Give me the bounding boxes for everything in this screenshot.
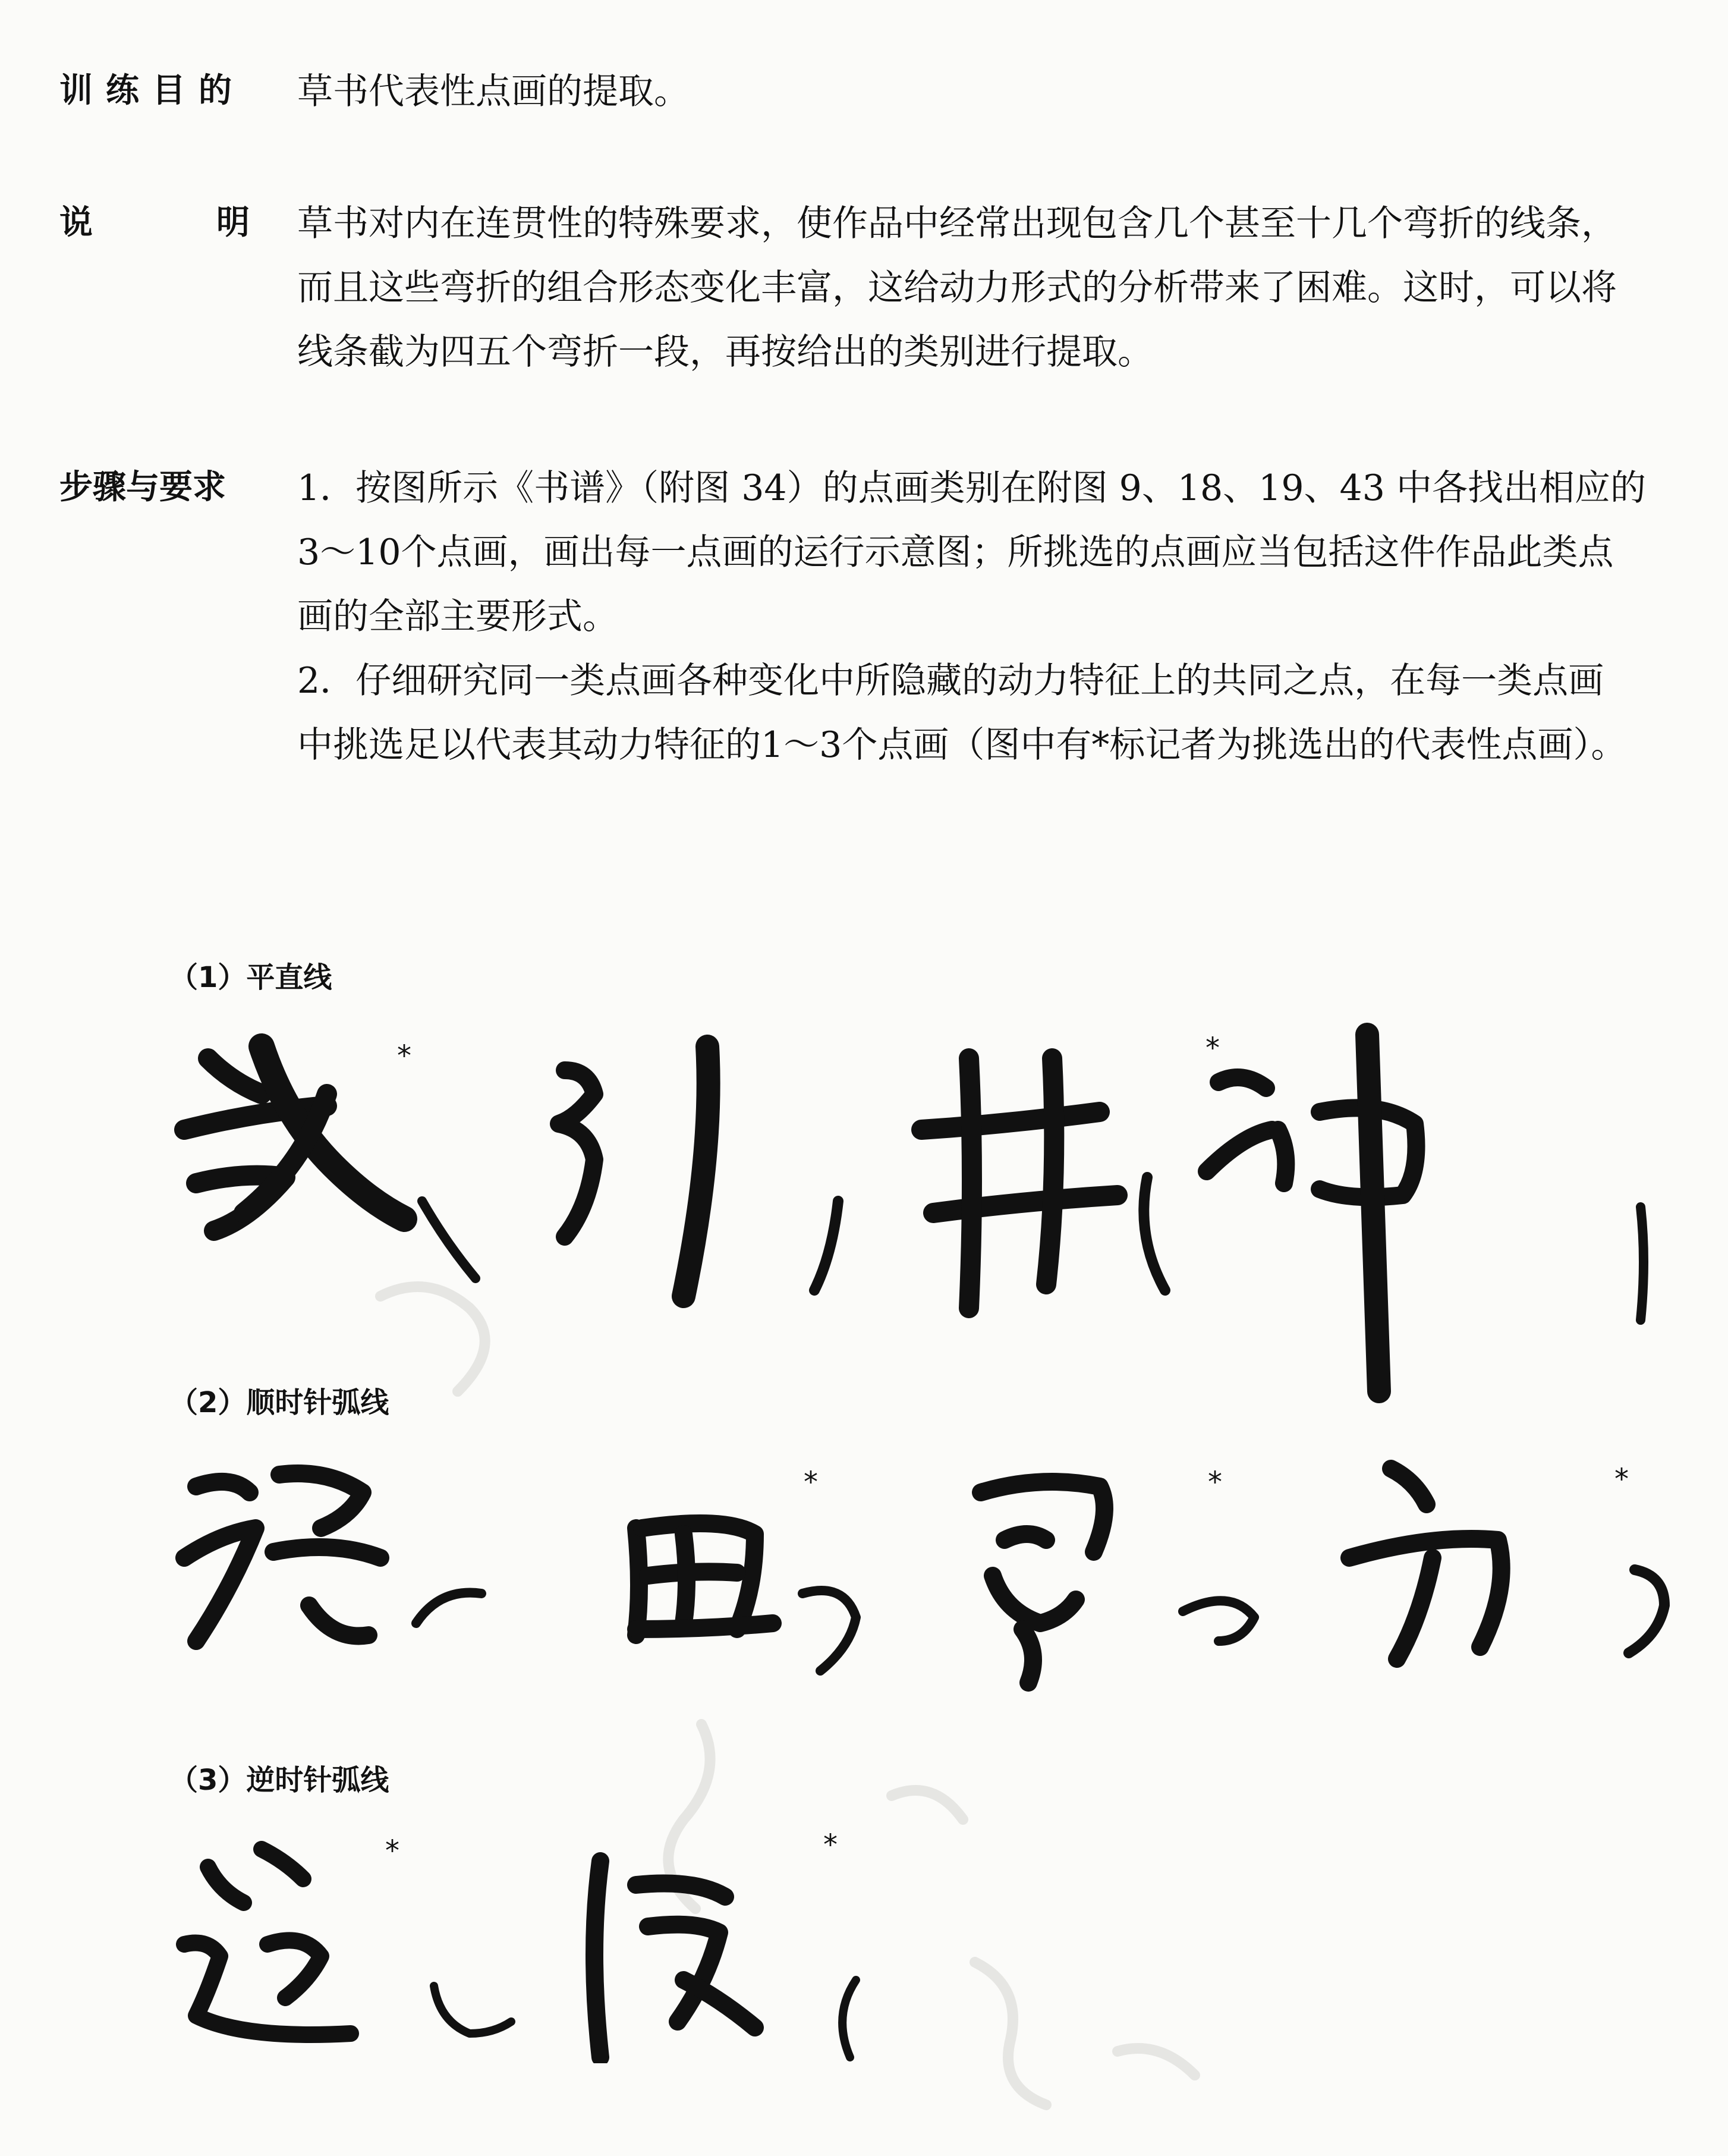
explanation-label-right: 明 <box>216 203 250 242</box>
group2-caption: （2）顺时针弧线 <box>169 1386 389 1419</box>
explanation-label <box>59 202 250 244</box>
purpose-text <box>297 59 1728 124</box>
explanation-text <box>297 191 1728 384</box>
explanation-line: 线条截为四五个弯折一段，再按给出的类别进行提取。 <box>297 331 1153 373</box>
purpose-line: 草书代表性点画的提取。 <box>297 71 690 112</box>
group1-caption: （1）平直线 <box>169 961 332 994</box>
representative-marker: * <box>1208 1466 1222 1499</box>
steps-line: 1．按图所示《书谱》（附图 34）的点画类别在附图 9、18、19、43 中各找出相应的 <box>297 467 1646 509</box>
group3-caption: （3）逆时针弧线 <box>169 1764 389 1797</box>
explanation-line: 而且这些弯折的组合形态变化丰富，这给动力形式的分析带来了困难。这时，可以将 <box>297 267 1617 309</box>
calligraphy-character <box>1207 1035 1417 1391</box>
extracted-stroke <box>1183 1601 1254 1641</box>
calligraphy-character <box>184 1849 351 2035</box>
extracted-stroke <box>802 1591 856 1671</box>
calligraphy-character <box>594 1861 755 2057</box>
group1-figure <box>172 1023 1694 1403</box>
calligraphy-character <box>636 1523 773 1635</box>
extracted-stroke <box>1641 1207 1644 1320</box>
steps-line: 中挑选足以代表其动力特征的1～3个点画（图中有*标记者为挑选出的代表性点画）。 <box>297 724 1627 766</box>
purpose-label: 训练目的 <box>59 71 245 110</box>
group3-figure <box>172 1825 1005 2063</box>
steps-line: 画的全部主要形式。 <box>297 596 618 637</box>
calligraphy-character <box>184 1473 380 1641</box>
steps-text <box>297 456 1728 777</box>
extracted-stroke <box>842 1980 856 2057</box>
group2-figure <box>172 1451 1694 1706</box>
steps-label: 步骤与要求 <box>59 468 226 507</box>
extracted-stroke <box>814 1201 838 1290</box>
explanation-label-left: 说 <box>59 203 93 242</box>
representative-marker: * <box>397 1039 411 1073</box>
representative-marker: * <box>1614 1463 1629 1496</box>
extracted-stroke <box>422 1201 476 1278</box>
extracted-stroke <box>416 1593 481 1623</box>
representative-marker: * <box>385 1834 399 1868</box>
calligraphy-character <box>981 1482 1104 1683</box>
calligraphy-character <box>184 1046 404 1231</box>
calligraphy-character <box>921 1058 1118 1308</box>
calligraphy-character <box>1349 1469 1502 1659</box>
representative-marker: * <box>823 1828 838 1862</box>
extracted-stroke <box>1144 1177 1165 1290</box>
extracted-stroke <box>1629 1570 1664 1653</box>
steps-line: 3～10个点画，画出每一点画的运行示意图；所挑选的点画应当包括这件作品此类点 <box>297 532 1614 573</box>
extracted-stroke <box>434 1986 511 2034</box>
representative-marker: * <box>1205 1032 1220 1065</box>
calligraphy-character <box>559 1046 709 1296</box>
explanation-line: 草书对内在连贯性的特殊要求，使作品中经常出现包含几个甚至十几个弯折的线条， <box>297 203 1617 244</box>
steps-line: 2．仔细研究同一类点画各种变化中所隐藏的动力特征上的共同之点，在每一类点画 <box>297 660 1604 702</box>
representative-marker: * <box>804 1466 818 1499</box>
